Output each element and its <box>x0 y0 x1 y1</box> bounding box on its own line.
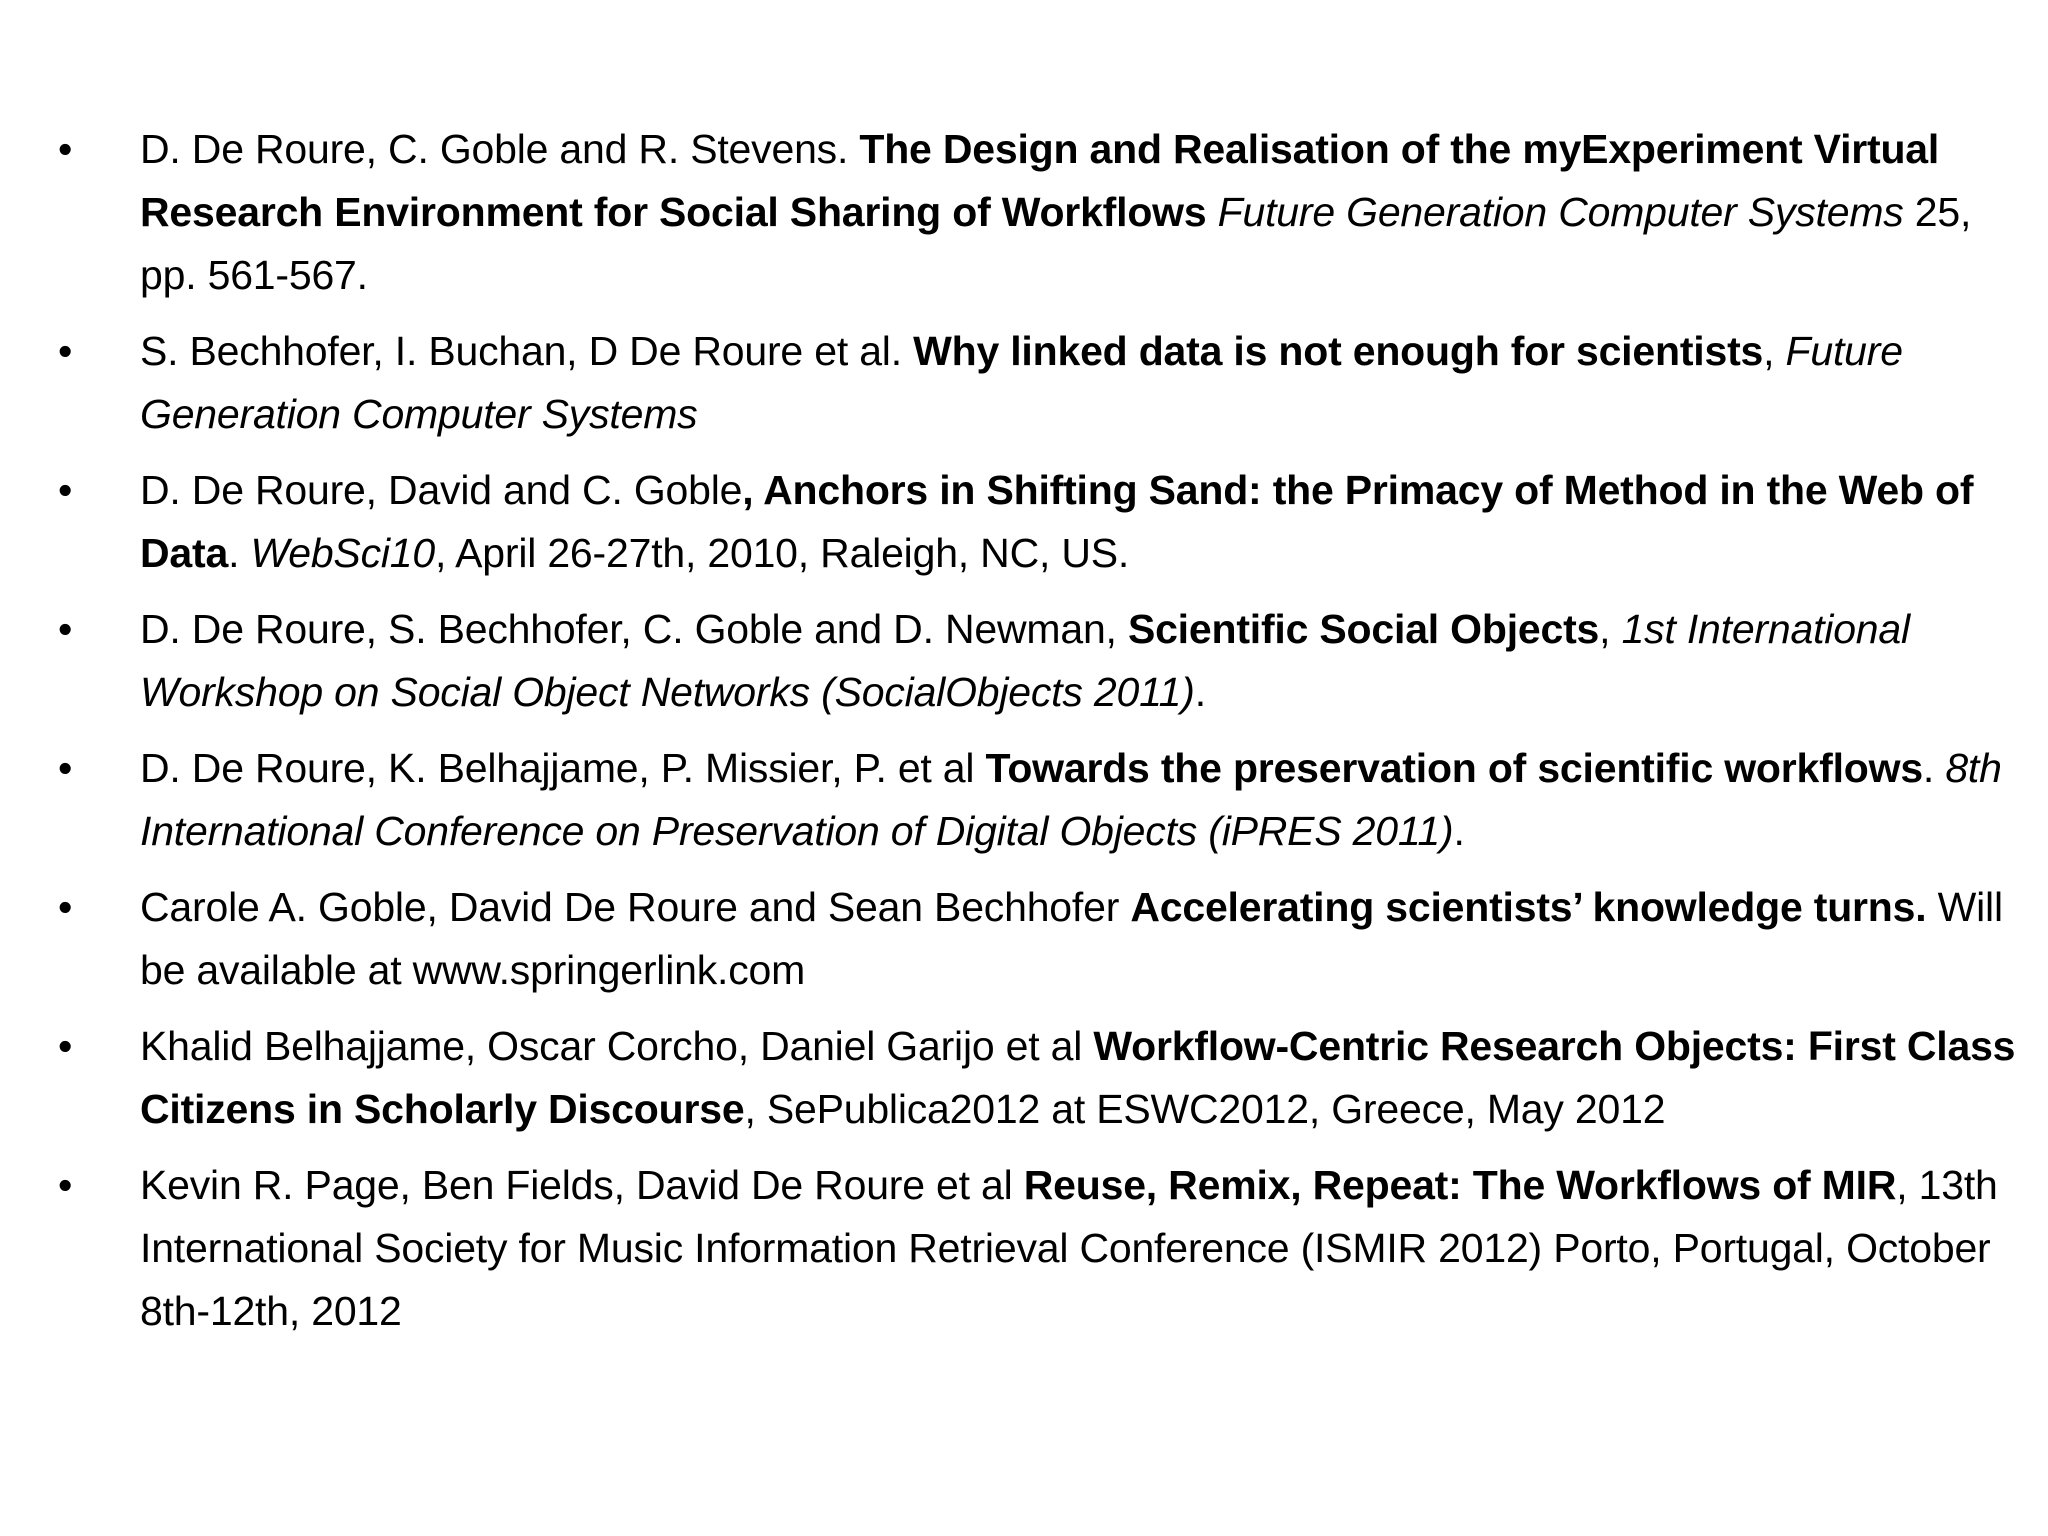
ref-6-authors: Carole A. Goble, David De Roure and Sean Bechhofer <box>140 884 1131 930</box>
reference-item-5 <box>58 737 2020 863</box>
reference-item-4 <box>58 598 2020 724</box>
reference-item-2 <box>58 320 2020 446</box>
bullet-icon: • <box>58 606 73 652</box>
ref-1-sep <box>1206 189 1217 235</box>
reference-list <box>58 118 2020 1356</box>
ref-7-title: Workflow-Centric Research Objects: First Class Citizens in Scholarly Discourse <box>140 1023 2016 1132</box>
reference-item-8 <box>58 1154 2020 1343</box>
ref-5-sep: . <box>1922 745 1946 791</box>
ref-8-authors: Kevin R. Page, Ben Fields, David De Roure et al <box>140 1162 1024 1208</box>
ref-1-title: The Design and Realisation of the myExperiment Virtual Research Environment for Social Sharing of Workflows <box>140 126 1940 235</box>
ref-4-details: . <box>1194 669 1206 715</box>
bullet-icon: • <box>58 1162 73 1208</box>
reference-item-3 <box>58 459 2020 585</box>
bullet-icon: • <box>58 1023 73 1069</box>
ref-5-authors: D. De Roure, K. Belhajjame, P. Missier, P. et al <box>140 745 986 791</box>
ref-2-venue: Future Generation Computer Systems <box>140 328 1903 437</box>
ref-3-title: , Anchors in Shifting Sand: the Primacy of Method in the Web of Data <box>140 467 1974 576</box>
ref-8-title: Reuse, Remix, Repeat: The Workflows of MIR <box>1023 1162 1897 1208</box>
ref-7-authors: Khalid Belhajjame, Oscar Corcho, Daniel Garijo et al <box>140 1023 1094 1069</box>
reference-item-7 <box>58 1015 2020 1141</box>
ref-1-details: 25, pp. 561-567. <box>140 189 1972 298</box>
ref-2-authors: S. Bechhofer, I. Buchan, D De Roure et al. <box>140 328 914 374</box>
ref-6-title: Accelerating scientists’ knowledge turns. <box>1130 884 1927 930</box>
ref-4-venue: 1st International Workshop on Social Object Networks (SocialObjects 2011) <box>140 606 1910 715</box>
ref-5-details: . <box>1453 808 1465 854</box>
reference-item-6 <box>58 876 2020 1002</box>
ref-4-title: Scientific Social Objects <box>1127 606 1600 652</box>
ref-3-details: , April 26-27th, 2010, Raleigh, NC, US. <box>435 530 1130 576</box>
ref-7-details: , SePublica2012 at ESWC2012, Greece, May 2012 <box>744 1086 1666 1132</box>
ref-3-venue: WebSci10 <box>250 530 435 576</box>
bullet-icon: • <box>58 126 73 172</box>
bullet-icon: • <box>58 884 73 930</box>
ref-1-venue: Future Generation Computer Systems <box>1217 189 1904 235</box>
ref-3-authors: D. De Roure, David and C. Goble <box>140 467 743 513</box>
bullet-icon: • <box>58 467 73 513</box>
ref-2-title: Why linked data is not enough for scientists <box>913 328 1764 374</box>
bullet-icon: • <box>58 745 73 791</box>
ref-2-sep: , <box>1763 328 1786 374</box>
ref-4-sep: , <box>1599 606 1622 652</box>
ref-5-title: Towards the preservation of scientific workflows <box>985 745 1923 791</box>
bullet-icon: • <box>58 328 73 374</box>
ref-4-authors: D. De Roure, S. Bechhofer, C. Goble and D. Newman, <box>140 606 1128 652</box>
ref-6-details: Will be available at www.springerlink.com <box>140 884 2003 993</box>
reference-item-1 <box>58 118 2020 307</box>
ref-8-details: , 13th International Society for Music Information Retrieval Conference (ISMIR 2012) Porto, Portugal, October 8th-12th, 2012 <box>140 1162 1998 1334</box>
ref-3-sep: . <box>228 530 251 576</box>
ref-1-authors: D. De Roure, C. Goble and R. Stevens. <box>140 126 860 172</box>
ref-5-venue: 8th International Conference on Preservation of Digital Objects (iPRES 2011) <box>140 745 2002 854</box>
